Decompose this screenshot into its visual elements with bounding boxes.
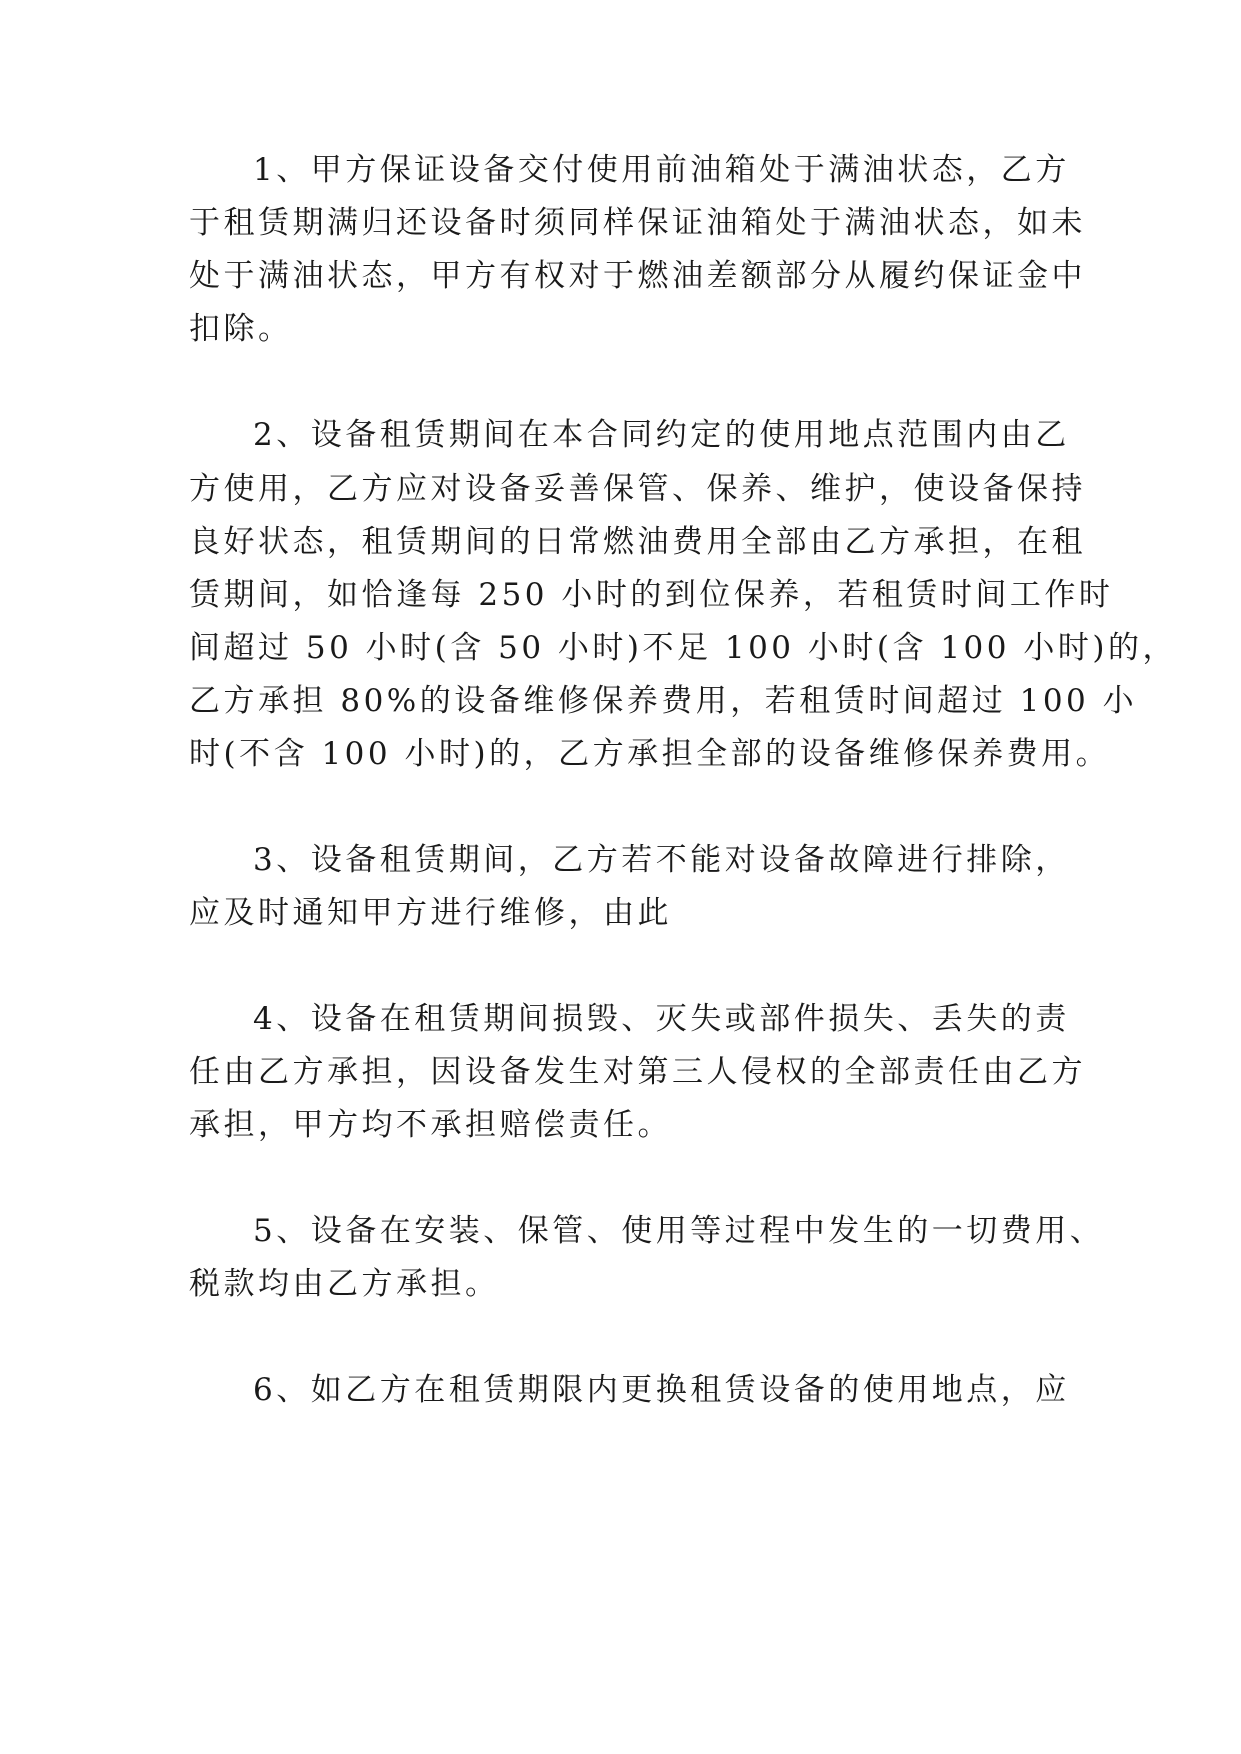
- paragraph-1-line-3: 处于满油状态，甲方有权对于燃油差额部分从履约保证金中: [189, 258, 1086, 294]
- paragraph-5-line-2: 税款均由乙方承担。: [189, 1266, 500, 1302]
- paragraph-2-line-4: 赁期间，如恰逢每 250 小时的到位保养，若租赁时间工作时: [189, 577, 1114, 613]
- paragraph-1-line-4: 扣除。: [189, 311, 293, 347]
- paragraph-3-line-1: 3、设备租赁期间，乙方若不能对设备故障进行排除，: [253, 842, 1070, 878]
- paragraph-3-line-2: 应及时通知甲方进行维修，由此: [189, 895, 672, 931]
- paragraph-2-line-3: 良好状态，租赁期间的日常燃油费用全部由乙方承担，在租: [189, 524, 1086, 560]
- paragraph-4-line-3: 承担，甲方均不承担赔偿责任。: [189, 1107, 672, 1143]
- paragraph-5-line-1: 5、设备在安装、保管、使用等过程中发生的一切费用、: [253, 1213, 1105, 1249]
- paragraph-2-line-2: 方使用，乙方应对设备妥善保管、保养、维护，使设备保持: [189, 471, 1086, 507]
- paragraph-1-line-2: 于租赁期满归还设备时须同样保证油箱处于满油状态，如未: [189, 205, 1086, 241]
- paragraph-4-line-1: 4、设备在租赁期间损毁、灭失或部件损失、丢失的责: [253, 1001, 1070, 1037]
- paragraph-2-line-1: 2、设备租赁期间在本合同约定的使用地点范围内由乙: [253, 417, 1070, 453]
- paragraph-6-line-1: 6、如乙方在租赁期限内更换租赁设备的使用地点，应: [253, 1372, 1070, 1408]
- paragraph-2-line-6: 乙方承担 80%的设备维修保养费用，若租赁时间超过 100 小: [189, 683, 1138, 719]
- paragraph-2-line-7: 时(不含 100 小时)的，乙方承担全部的设备维修保养费用。: [189, 736, 1111, 772]
- paragraph-4-line-2: 任由乙方承担，因设备发生对第三人侵权的全部责任由乙方: [189, 1054, 1086, 1090]
- paragraph-2-line-5: 间超过 50 小时(含 50 小时)不足 100 小时(含 100 小时)的，: [189, 630, 1177, 666]
- paragraph-1-line-1: 1、甲方保证设备交付使用前油箱处于满油状态，乙方: [253, 152, 1070, 188]
